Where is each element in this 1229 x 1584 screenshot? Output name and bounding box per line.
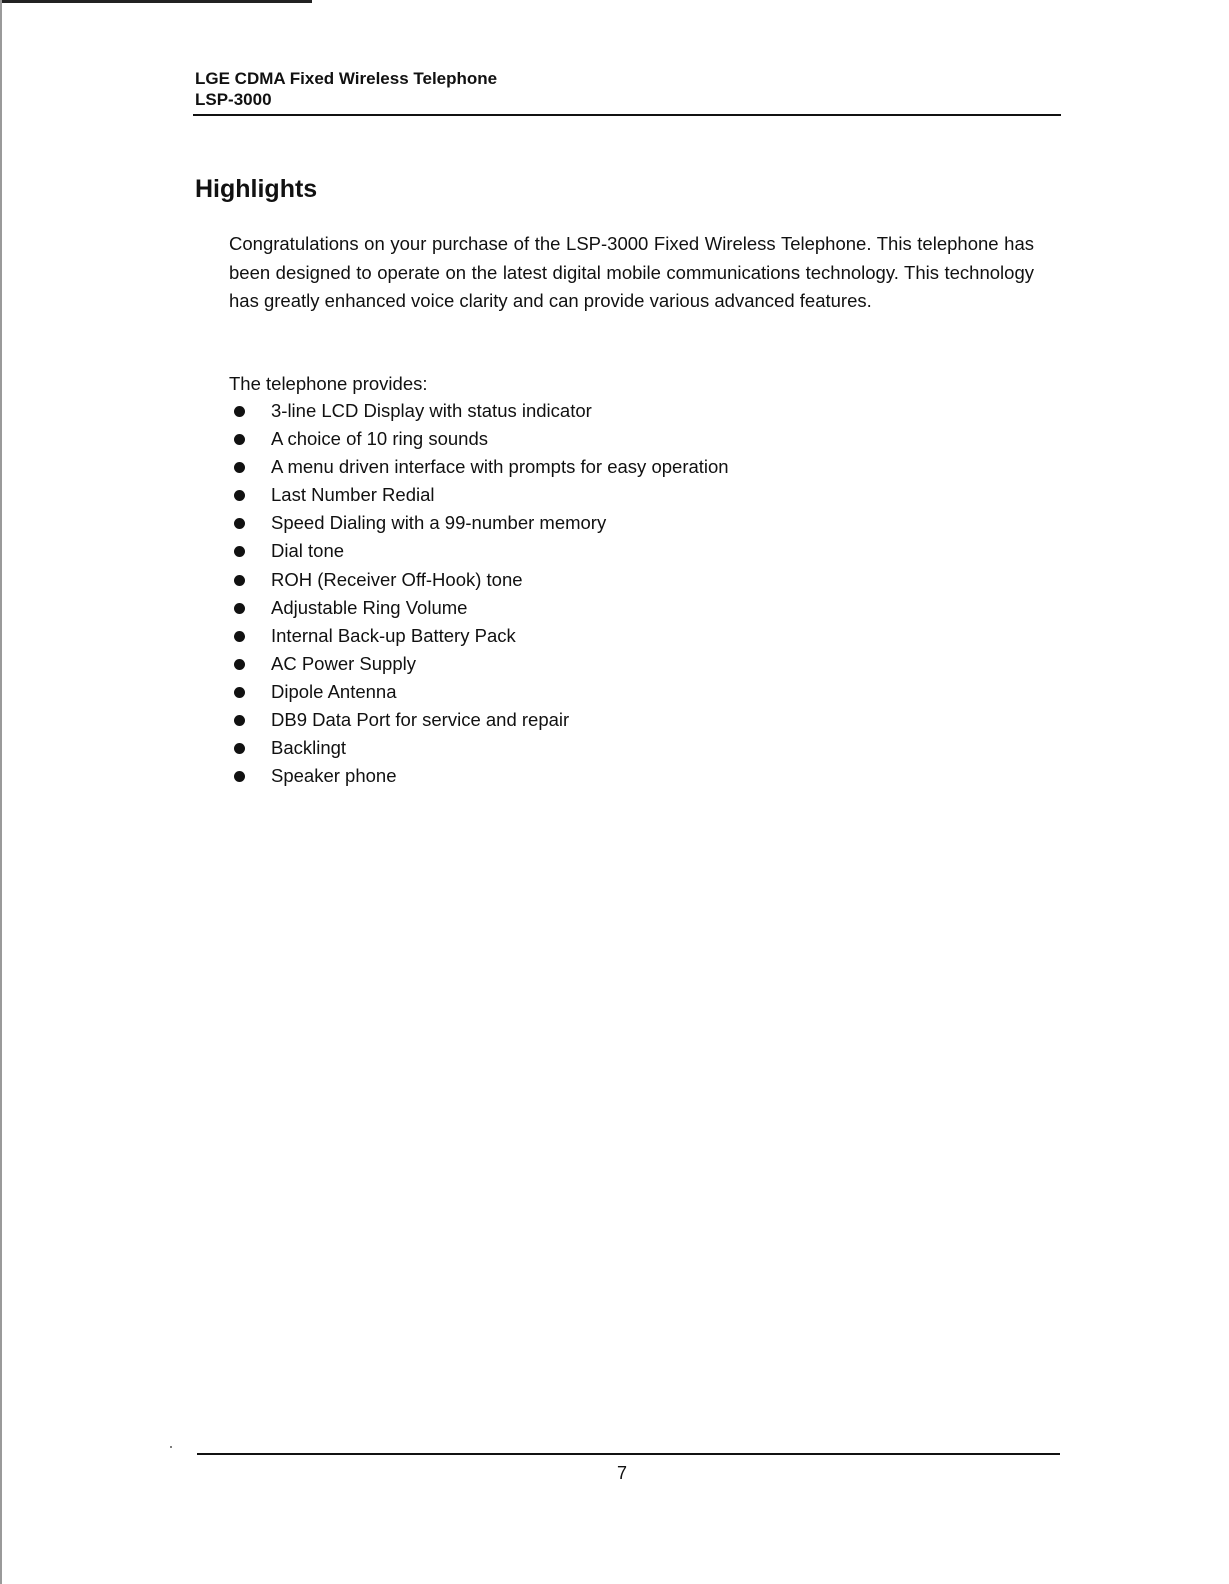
feature-text: AC Power Supply — [271, 652, 416, 674]
feature-item — [229, 622, 729, 650]
header-model: LSP-3000 — [195, 90, 272, 109]
feature-text: Backlingt — [271, 737, 347, 759]
feature-item — [229, 566, 729, 594]
bullet-icon — [234, 687, 245, 698]
feature-list — [229, 397, 729, 790]
bullet-icon — [234, 743, 245, 754]
feature-text: Dipole Antenna — [271, 680, 397, 702]
scan-speck — [170, 1446, 172, 1448]
feature-text: 3-line LCD Display with status indicator — [271, 400, 592, 421]
feature-text: A choice of 10 ring sounds — [271, 428, 489, 450]
feature-item — [229, 678, 729, 706]
feature-text: Adjustable Ring Volume — [271, 596, 468, 618]
bullet-icon — [234, 406, 245, 417]
feature-text: DB9 Data Port for service and repair — [271, 709, 570, 731]
bullet-icon — [234, 490, 245, 501]
feature-item — [229, 594, 729, 622]
feature-item — [229, 650, 729, 678]
feature-item — [229, 706, 729, 734]
footer-rule — [197, 1453, 1060, 1455]
feature-text: Speaker phone — [271, 765, 397, 787]
feature-item — [229, 509, 729, 537]
feature-item — [229, 537, 729, 565]
bullet-icon — [234, 603, 245, 614]
provides-label: The telephone provides: — [229, 373, 428, 394]
bullet-icon — [234, 631, 245, 642]
feature-text: ROH (Receiver Off-Hook) tone — [271, 568, 523, 590]
bullet-icon — [234, 715, 245, 726]
header-title: LGE CDMA Fixed Wireless Telephone — [195, 69, 498, 88]
page-title: Highlights — [195, 175, 318, 203]
bullet-icon — [234, 434, 245, 445]
feature-item — [229, 734, 729, 762]
bullet-icon — [234, 659, 245, 670]
bullet-icon — [234, 575, 245, 586]
page-number: 7 — [616, 1463, 627, 1483]
feature-item — [229, 425, 729, 453]
scan-edge-left — [0, 0, 2, 1584]
header-rule — [193, 114, 1061, 116]
bullet-icon — [234, 771, 245, 782]
bullet-icon — [234, 518, 245, 529]
feature-item — [229, 762, 729, 790]
feature-text: Last Number Redial — [271, 484, 435, 506]
bullet-icon — [234, 462, 245, 473]
feature-text: Internal Back-up Battery Pack — [271, 624, 516, 646]
feature-text: Dial tone — [271, 540, 345, 562]
feature-item — [229, 453, 729, 481]
document-header — [195, 68, 1061, 110]
feature-text: A menu driven interface with prompts for easy operation — [271, 456, 729, 478]
scan-edge-top — [0, 0, 312, 3]
feature-item — [229, 481, 729, 509]
feature-item — [229, 397, 729, 425]
intro-paragraph: Congratulations on your purchase of the LSP-3000 Fixed Wireless Telephone. This telephone has been designed to operate on the latest digital mobile communications technology. This technology has greatly enhanced voice clarity and can provide various advanced features. — [229, 233, 1034, 311]
bullet-icon — [234, 546, 245, 557]
feature-text: Speed Dialing with a 99-number memory — [271, 512, 607, 534]
